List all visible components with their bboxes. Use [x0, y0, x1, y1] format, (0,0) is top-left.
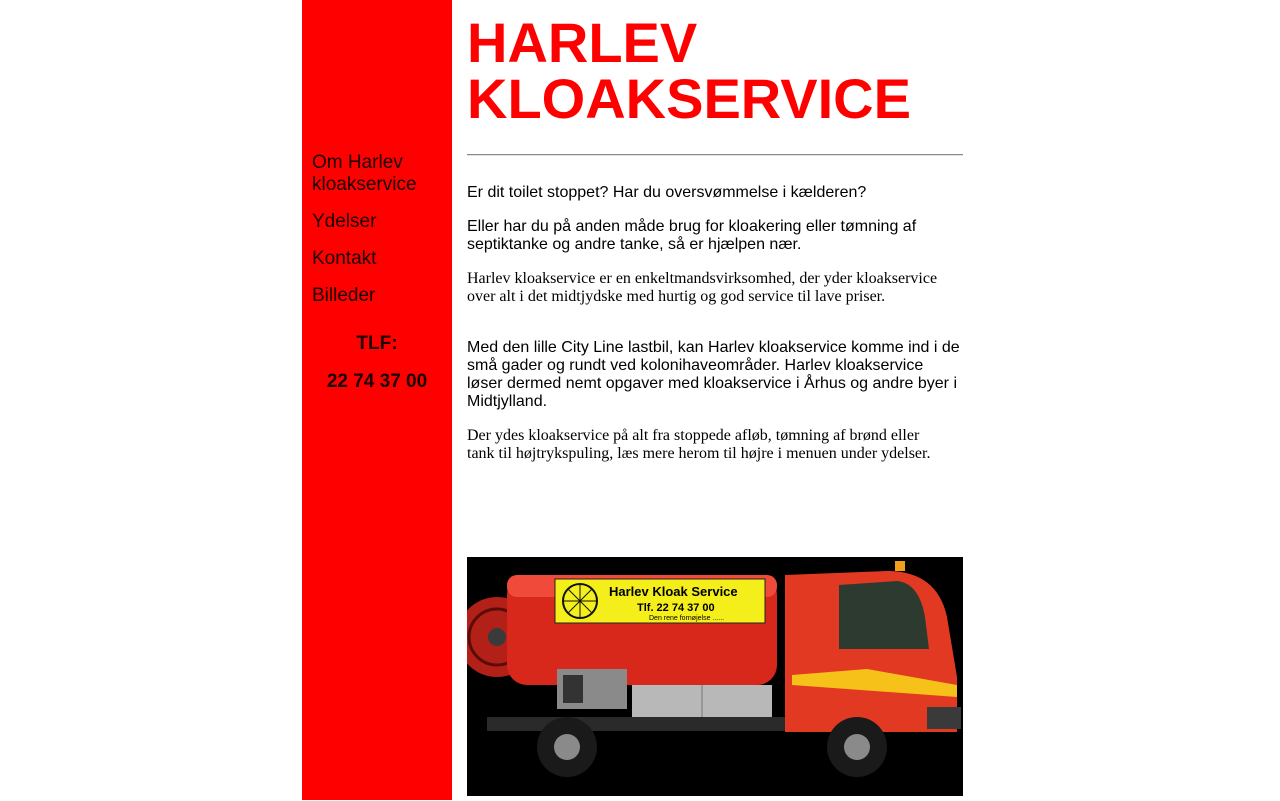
- main-content: [467, 0, 963, 622]
- truck-illustration: [467, 557, 963, 796]
- sidebar-nav: [312, 152, 447, 322]
- page: [302, 0, 963, 800]
- nav-link-billeder[interactable]: Billeder: [312, 285, 376, 306]
- intro-help-paragraph: Eller har du på anden måde brug for kloakering eller tømning af septiktanke og andre tanke, så er hjælpen nær.: [467, 218, 917, 253]
- truck-photo: [467, 557, 963, 796]
- page-title-line2: KLOAKSERVICE: [467, 67, 911, 130]
- truck-sign-slogan: Den rene fornøjelse ......: [649, 615, 725, 622]
- company-description-paragraph: Harlev kloakservice er en enkeltmandsvirksomhed, der yder kloakservice over alt i det midtjydske med hurtig og god service til lave priser.: [467, 270, 938, 305]
- services-paragraph: Der ydes kloakservice på alt fra stoppede afløb, tømning af brønd eller tank til højtrykspuling, læs mere herom til højre i menuen under ydelser.: [467, 427, 931, 462]
- truck-sign-phone: Tlf. 22 74 37 00: [637, 602, 715, 614]
- phone-number: 22 74 37 00: [326, 371, 428, 392]
- nav-link-om-harlev[interactable]: Om Harlev kloakservice: [312, 152, 417, 195]
- nav-link-kontakt[interactable]: Kontakt: [312, 248, 377, 269]
- city-line-truck-paragraph: Med den lille City Line lastbil, kan Harlev kloakservice komme ind i de små gader og rundt ved kolonihaveområder. Harlev kloakservice løser dermed nemt opgaver med kloakservice i Århus og andre byer i Midtjylland.: [467, 339, 960, 410]
- title-divider: [467, 154, 963, 156]
- phone-label: TLF:: [356, 333, 398, 354]
- sidebar: [302, 0, 452, 800]
- page-title-line1: HARLEV: [467, 11, 698, 74]
- nav-link-ydelser[interactable]: Ydelser: [312, 211, 377, 232]
- truck-sign-company: Harlev Kloak Service: [609, 584, 738, 599]
- intro-question: Er dit toilet stoppet? Har du oversvømmelse i kælderen?: [467, 184, 867, 201]
- page-title: [467, 0, 963, 130]
